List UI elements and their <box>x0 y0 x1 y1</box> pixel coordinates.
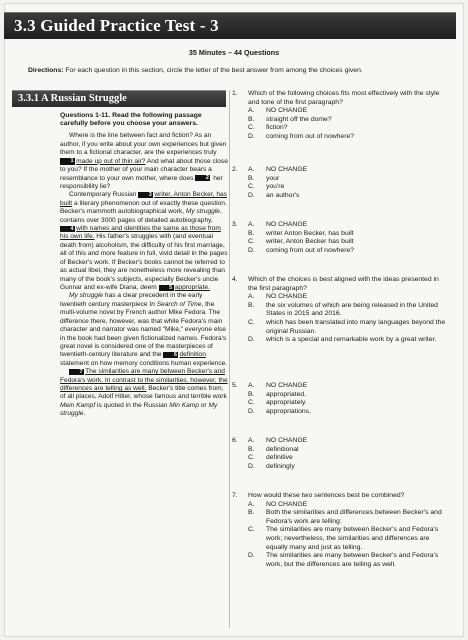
option-text: appropriated. <box>266 390 307 398</box>
option-letter: D. <box>248 246 255 254</box>
option-text: definitive <box>266 454 293 462</box>
section-header-bar <box>12 90 226 107</box>
option-letter: B. <box>248 229 255 237</box>
option-text: NO CHANGE <box>266 437 308 444</box>
text-run: her responsibility lie? <box>60 174 223 190</box>
question-marker-3: 3 <box>138 192 153 198</box>
answer-option[interactable] <box>248 192 450 201</box>
option-letter: A. <box>248 437 255 444</box>
answer-option[interactable] <box>248 509 450 526</box>
question-marker-5: 5 <box>159 285 174 291</box>
text-run: or <box>198 401 209 409</box>
option-text: appropriations. <box>266 407 311 415</box>
option-letter: B. <box>248 390 255 398</box>
question-number: 5. <box>232 382 238 389</box>
question-5 <box>232 382 450 416</box>
option-letter: C. <box>248 124 255 132</box>
option-text: straight off the dome? <box>266 115 332 123</box>
option-text: an author's <box>266 191 300 199</box>
answer-option[interactable] <box>248 463 450 472</box>
option-text: NO CHANGE <box>266 293 308 301</box>
text-run: is quoted in the Russian <box>95 401 170 409</box>
italic-title: Min Kamp <box>169 401 199 409</box>
option-text: your <box>266 174 280 182</box>
answer-option[interactable] <box>248 391 450 400</box>
answer-option[interactable] <box>248 382 450 391</box>
italic-title: My struggle <box>60 401 218 418</box>
question-text: Which of the following choices fits most effectively with the style and tone of the first paragraph? <box>248 90 440 106</box>
option-letter: B. <box>248 509 255 517</box>
question-6 <box>232 437 450 471</box>
answer-option[interactable] <box>248 454 450 463</box>
option-text: Both the similarities and differences between Becker's and Fedora's work are telling: <box>266 509 442 525</box>
text-run: . <box>83 410 86 418</box>
answer-option[interactable] <box>248 446 450 455</box>
question-4 <box>232 276 450 345</box>
answer-option[interactable] <box>248 408 450 417</box>
answer-option[interactable] <box>248 183 450 192</box>
option-text: fiction? <box>266 124 288 132</box>
option-letter: A. <box>248 500 255 508</box>
option-letter: A. <box>248 221 255 228</box>
text-run: , the multi-volume novel by French author Mike Fedora. The difference there, however, was that while Fedora's main character and narrator was named "Mike," everyone else in the book had been given fictionalized names. Fedora's great novel is considered one of the masterpieces of twentieth-century literature and the <box>60 300 227 359</box>
option-letter: D. <box>248 191 255 199</box>
question-marker-7: 7 <box>69 369 84 375</box>
text-run: has a clear precedent in the early twentieth century masterpiece <box>60 292 203 308</box>
directions <box>28 66 448 75</box>
option-text: The similarities are many between Becker's and Fedora's work, but the differences are telling as well. <box>266 552 439 568</box>
question-marker-6: 6 <box>163 352 178 358</box>
option-text: definingly <box>266 462 295 470</box>
section-title: 3.3.1 A Russian Struggle <box>18 93 127 104</box>
answer-option[interactable] <box>248 552 450 569</box>
option-text: coming from out of nowhere? <box>266 132 355 140</box>
option-text: which is a special and remarkable work by a great writer. <box>266 336 437 344</box>
option-letter: B. <box>248 301 255 309</box>
option-letter: C. <box>248 526 255 534</box>
answer-option[interactable] <box>248 399 450 408</box>
underlined-segment-3: writer, Anton Becker, has built <box>60 191 227 207</box>
option-text: writer Anton Becker, has built <box>266 229 354 237</box>
text-run: statement on how memory conditions human experience. <box>60 359 228 367</box>
text-run: And what about those close to you? If the mother of your main character bears a resemblance to your own mother, where does <box>60 157 228 182</box>
column-divider <box>229 90 230 628</box>
answer-option[interactable] <box>248 526 450 552</box>
option-letter: D. <box>248 336 255 344</box>
passage-text <box>60 132 230 418</box>
underlined-segment-4: with names and identities the same as those from his own life. <box>60 225 221 241</box>
directions-label: Directions: <box>28 67 64 74</box>
option-text: NO CHANGE <box>266 382 308 389</box>
paragraph-3 <box>60 292 230 368</box>
option-text: NO CHANGE <box>266 107 308 115</box>
answer-option[interactable] <box>248 336 450 345</box>
option-text: writer, Anton Becker has built <box>266 238 354 246</box>
question-marker-1: 1 <box>60 158 75 164</box>
question-3 <box>232 221 450 255</box>
option-letter: C. <box>248 183 255 191</box>
underlined-segment-1: made up out of thin air? <box>76 157 146 165</box>
answer-option[interactable] <box>248 319 450 336</box>
answer-option[interactable] <box>248 116 450 125</box>
answer-option[interactable] <box>248 166 450 175</box>
underlined-segment-7: The similarities are many between Becker's and Fedora's work. In contrast to the similarities, however, the differences are telling as well. <box>60 368 228 393</box>
text-run: Becker's title comes from, of all places, Adolf Hitler, whose famous and terrible work <box>60 385 227 401</box>
option-letter: C. <box>248 454 255 462</box>
test-meta: 35 Minutes – 44 Questions <box>188 48 280 57</box>
text-run: , contains over 3000 pages of detailed autobiography, <box>60 208 222 224</box>
paragraph-4 <box>60 368 230 419</box>
answer-option[interactable] <box>248 230 450 239</box>
option-text: NO CHANGE <box>266 500 308 508</box>
question-number: 4. <box>232 276 238 283</box>
answer-option[interactable] <box>248 302 450 319</box>
underlined-segment-6: definition <box>179 351 206 359</box>
question-number: 6. <box>232 437 238 444</box>
option-text: you're <box>266 183 285 191</box>
italic-title: My struggle <box>185 208 220 216</box>
answer-option[interactable] <box>248 437 450 446</box>
option-text: NO CHANGE <box>266 221 308 228</box>
option-letter: D. <box>248 462 255 470</box>
text-run: His father's struggles with (and eventual death from) alcoholism, the difficulty of his first marriage, all of this and more feature in full, vivid detail in the pages of Becker's work. If Becker's books cannot be referred to as actual libel, they are nonetheless more revealing than many of the book's subjects, especially Becker's uncle Gunnar and ex-wife Diana, deem <box>60 233 228 291</box>
option-letter: D. <box>248 552 255 560</box>
answer-option[interactable] <box>248 221 450 230</box>
option-letter: C. <box>248 238 255 246</box>
option-letter: D. <box>248 407 255 415</box>
option-letter: A. <box>248 166 255 173</box>
answer-option[interactable] <box>248 175 450 184</box>
paragraph-1 <box>60 132 230 191</box>
italic-title: My struggle <box>69 292 104 300</box>
answer-option[interactable] <box>248 293 450 302</box>
italic-title: In Search of Time <box>149 300 202 308</box>
underlined-segment-5: appropriate. <box>174 284 210 291</box>
option-letter: D. <box>248 132 255 140</box>
text-run: Where is the line between fact and fiction? As an author, if you write about your own experiences but given them to a fictional character, are the experiences truly <box>60 132 227 157</box>
question-1 <box>232 90 450 142</box>
question-text: Which of the choices is best aligned with the ideas presented in the first paragraph? <box>248 276 439 292</box>
option-letter: A. <box>248 382 255 389</box>
chapter-header-bar <box>4 12 456 39</box>
answer-option[interactable] <box>248 124 450 133</box>
text-run: a literary phenomenon out of exactly these question. Becker's mammoth autobiographical work, <box>60 199 227 216</box>
question-7 <box>232 492 450 569</box>
paragraph-2 <box>60 191 230 292</box>
question-text: How would these two sentences best be combined? <box>248 492 405 499</box>
passage-column <box>12 90 226 419</box>
option-letter: C. <box>248 318 255 326</box>
option-text: coming from out of nowhere? <box>266 246 355 254</box>
answer-option[interactable] <box>248 247 450 256</box>
question-number: 7. <box>232 492 238 499</box>
question-number: 2. <box>232 166 238 173</box>
option-letter: B. <box>248 174 255 182</box>
answer-option[interactable] <box>248 107 450 116</box>
option-letter: C. <box>248 399 255 407</box>
question-marker-2: 2 <box>195 175 210 181</box>
answer-option[interactable] <box>248 238 450 247</box>
question-number: 3. <box>232 221 238 228</box>
text-run: Contemporary Russian <box>69 191 139 199</box>
section-instructions: Questions 1-11. Read the following passage carefully before you choose your answers. <box>60 112 202 128</box>
directions-text: For each question in this section, circle the letter of the best answer from among the choices given. <box>63 67 363 74</box>
option-letter: A. <box>248 293 255 301</box>
italic-title: Mein Kampf <box>60 401 96 409</box>
answer-option[interactable] <box>248 133 450 142</box>
option-text: definitional <box>266 445 299 453</box>
question-number: 1. <box>232 90 238 97</box>
question-marker-4: 4 <box>60 226 75 232</box>
option-text: The similarities are many between Becker's and Fedora's work; nevertheless, the similarities and differences are equally many and just as telling. <box>266 526 439 551</box>
chapter-title: 3.3 Guided Practice Test - 3 <box>14 16 219 35</box>
option-text: appropriately. <box>266 399 307 407</box>
option-letter: B. <box>248 445 255 453</box>
question-2 <box>232 166 450 200</box>
option-text: NO CHANGE <box>266 166 308 173</box>
option-letter: B. <box>248 115 255 123</box>
option-text: which has been translated into many languages beyond the original Russian. <box>266 318 446 335</box>
option-text: the six volumes of which are being released in the United States in 2015 and 2016. <box>266 301 438 318</box>
answer-option[interactable] <box>248 501 450 510</box>
option-letter: A. <box>248 107 255 115</box>
